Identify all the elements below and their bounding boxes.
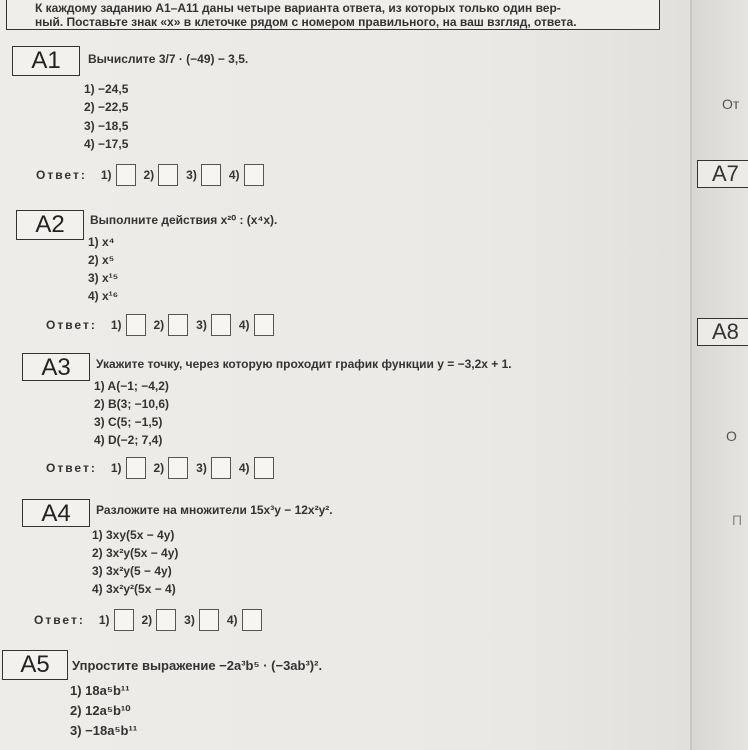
answer-num-2: 2): [143, 168, 155, 182]
answer-row-a4: [34, 609, 270, 631]
answer-checkbox-a1-4[interactable]: [244, 164, 264, 186]
option-a5-3: 3) −18a⁵b¹¹: [70, 723, 138, 738]
instructions-line-1: К каждому заданию А1–А11 даны четыре варианта ответа, из которых только один вер-: [35, 1, 561, 15]
answer-checkbox-a2-1[interactable]: [126, 314, 146, 336]
answer-num-3: 3): [196, 318, 207, 332]
side-box-a8: А8: [697, 318, 748, 346]
question-number-a4: A4: [22, 499, 90, 527]
answer-checkbox-a3-3[interactable]: [211, 457, 231, 479]
option-a3-3: 3) C(5; −1,5): [94, 415, 163, 429]
answer-checkbox-a4-3[interactable]: [199, 609, 219, 631]
answer-row-a2: [46, 314, 282, 336]
option-a3-1: 1) A(−1; −4,2): [94, 379, 169, 393]
option-a4-3: 3) 3x²y(5 − 4y): [92, 564, 172, 578]
answer-num-1: 1): [110, 461, 122, 475]
question-number-a5: A5: [2, 650, 68, 680]
answer-checkbox-a1-2[interactable]: [158, 164, 178, 186]
page-fold: [690, 0, 692, 750]
answer-num-3: 3): [186, 168, 197, 182]
answer-checkbox-a3-1[interactable]: [126, 457, 146, 479]
answer-num-4: 4): [238, 318, 250, 332]
answer-num-2: 2): [141, 613, 153, 627]
side-text-p: П: [732, 512, 743, 528]
answer-checkbox-a3-4[interactable]: [254, 457, 274, 479]
answer-num-4: 4): [228, 168, 240, 182]
option-a2-4: 4) x¹⁶: [88, 289, 119, 303]
option-a1-3: 3) −18,5: [84, 119, 129, 133]
option-a4-4: 4) 3x²y²(5x − 4): [92, 582, 176, 596]
answer-num-2: 2): [153, 318, 165, 332]
answer-num-4: 4): [238, 461, 250, 475]
option-a3-4: 4) D(−2; 7,4): [94, 433, 163, 447]
question-text-a4: Разложите на множители 15x³y − 12x²y².: [96, 503, 333, 517]
answer-label: Ответ:: [36, 168, 87, 182]
answer-checkbox-a4-4[interactable]: [242, 609, 262, 631]
answer-num-2: 2): [153, 461, 165, 475]
option-a4-1: 1) 3xy(5x − 4y): [92, 528, 175, 542]
option-a1-4: 4) −17,5: [84, 137, 129, 151]
question-text-a3: Укажите точку, через которую проходит график функции y = −3,2x + 1.: [96, 357, 512, 371]
question-number-a1: A1: [12, 46, 80, 76]
answer-checkbox-a3-2[interactable]: [168, 457, 188, 479]
answer-row-a3: [46, 457, 282, 479]
answer-num-1: 1): [110, 318, 122, 332]
answer-checkbox-a1-1[interactable]: [116, 164, 136, 186]
question-number-a3: A3: [22, 353, 90, 381]
answer-label: Ответ:: [46, 461, 97, 475]
option-a1-1: 1) −24,5: [84, 82, 129, 96]
answer-checkbox-a2-4[interactable]: [254, 314, 274, 336]
answer-row-a1: [36, 164, 272, 186]
option-a4-2: 2) 3x²y(5x − 4y): [92, 546, 179, 560]
answer-checkbox-a4-1[interactable]: [114, 609, 134, 631]
question-text-a1: Вычислите 3/7 · (−49) − 3,5.: [88, 52, 249, 66]
option-a2-2: 2) x⁵: [88, 253, 115, 267]
answer-checkbox-a4-2[interactable]: [156, 609, 176, 631]
question-text-a5: Упростите выражение −2a³b⁵ · (−3ab³)².: [72, 658, 323, 673]
option-a2-1: 1) x⁴: [88, 235, 115, 249]
option-a5-1: 1) 18a⁵b¹¹: [70, 683, 130, 698]
instructions-box: [6, 0, 660, 30]
option-a3-2: 2) B(3; −10,6): [94, 397, 170, 411]
answer-checkbox-a2-2[interactable]: [168, 314, 188, 336]
instructions-line-2: ный. Поставьте знак «х» в клеточке рядом с номером правильного, на ваш взгляд, ответа.: [35, 15, 577, 29]
question-number-a2: A2: [16, 210, 84, 240]
answer-num-3: 3): [196, 461, 207, 475]
answer-checkbox-a2-3[interactable]: [211, 314, 231, 336]
answer-checkbox-a1-3[interactable]: [201, 164, 221, 186]
answer-num-4: 4): [226, 613, 238, 627]
option-a1-2: 2) −22,5: [84, 100, 129, 114]
answer-label: Ответ:: [46, 318, 97, 332]
side-text-o: О: [726, 428, 737, 444]
answer-num-1: 1): [100, 168, 112, 182]
answer-label: Ответ:: [34, 613, 85, 627]
side-box-a7: А7: [697, 160, 748, 188]
question-text-a2: Выполните действия x²⁰ : (x⁴x).: [90, 213, 278, 227]
option-a5-2: 2) 12a⁵b¹⁰: [70, 703, 131, 718]
side-text-ot: От: [722, 96, 740, 112]
adjacent-page: [690, 0, 748, 750]
answer-num-1: 1): [98, 613, 110, 627]
answer-num-3: 3): [184, 613, 195, 627]
option-a2-3: 3) x¹⁵: [88, 271, 119, 285]
